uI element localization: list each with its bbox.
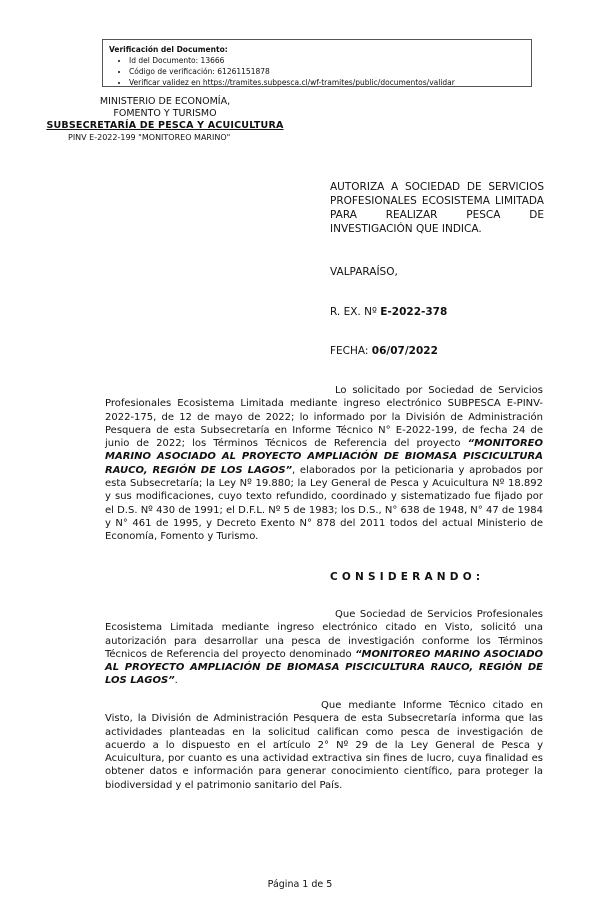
fecha-value: 06/07/2022 [371, 345, 438, 357]
considerando-paragraph-1 [105, 608, 543, 688]
ministry-header [35, 96, 295, 132]
rex-value: E-2022-378 [380, 306, 448, 318]
visto-text-start: Lo solicitado por Sociedad de Servicios Profesionales Ecosistema Limitada mediante ingreso electrónico SUBPESCA E-PINV-2022-175, de 12 de mayo de 2022; lo informado por la División de Administración Pesquera de esta Subsecretaría en Informe Técnico N° E-2022-199, de fecha 24 de junio de 2022; los Términos Técnicos de Referencia del proyecto [105, 385, 543, 450]
verification-url[interactable]: • Verificar validez en https://tramites.subpesca.cl/wf-tramites/public/documentos/validar [129, 77, 525, 87]
verification-list [109, 55, 525, 87]
visto-text-end: , elaborados por la peticionaria y aprobados por esta Subsecretaría; la Ley Nº 19.880; la Ley General de Pesca y Acuicultura Nº 18.892 y sus modificaciones, cuyo texto refundido, coordinado y sistematizado fue fijado por el D.S. Nº 430 de 1991; el D.F.L. Nº 5 de 1983; los D.S., N° 638 de 1948, N° 47 de 1984 y N° 461 de 1995, y Decreto Exento N° 878 del 2011 todos del actual Ministerio de Economía, Fomento y Turismo. [105, 464, 543, 543]
ministry-line-2: FOMENTO Y TURISMO [113, 108, 217, 119]
visto-project-name: “MONITOREO MARINO ASOCIADO AL PROYECTO AMPLIACIÓN DE BIOMASA PISCICULTURA RAUCO, REGIÓN DE LOS LAGOS” [105, 438, 543, 476]
visto-paragraph [105, 384, 543, 544]
resolution-title: AUTORIZA A SOCIEDAD DE SERVICIOS PROFESIONALES ECOSISTEMA LIMITADA PARA REALIZAR PESCA DE INVESTIGACIÓN QUE INDICA. [330, 181, 544, 235]
resolution-date [330, 345, 438, 357]
verification-box [102, 39, 532, 87]
verification-title: Verificación del Documento: [109, 45, 228, 54]
pinv-reference: PINV E-2022-199 "MONITOREO MARINO" [68, 133, 231, 142]
considerando-paragraph-2 [105, 699, 543, 792]
ministry-line-1: MINISTERIO DE ECONOMÍA, [99, 96, 231, 107]
resolution-number [330, 306, 447, 318]
document-id: • Id del Documento: 13666 [129, 55, 525, 66]
fecha-label: FECHA: [330, 345, 372, 357]
considerando-1-text-end: . [174, 675, 178, 687]
place: VALPARAÍSO, [330, 266, 398, 278]
considerando-1-project-name: “MONITOREO MARINO ASOCIADO AL PROYECTO AMPLIACIÓN DE BIOMASA PISCICULTURA RAUCO, REGIÓN DE LOS LAGOS” [105, 648, 543, 687]
page-number: Página 1 de 5 [267, 879, 333, 890]
subsecretaria-name: SUBSECRETARÍA DE PESCA Y ACUICULTURA [46, 120, 284, 131]
considerando-heading: CONSIDERANDO: [330, 571, 485, 583]
rex-label: R. EX. Nº [330, 306, 381, 318]
verification-code: • Código de verificación: 61261151878 [129, 66, 525, 77]
considerando-2-text: Que mediante Informe Técnico citado en Visto, la División de Administración Pesquera de esta Subsecretaría informa que las actividades planteadas en la solicitud califican como pesca de investigación de acuerdo a lo dispuesto en el artículo 2° Nº 29 de la Ley General de Pesca y Acuicultura, por cuanto es una actividad extractiva sin fines de lucro, cuya finalidad es obtener datos e información para generar conocimiento científico, para proteger la biodiversidad y el patrimonio sanitario del País. [105, 700, 543, 791]
considerando-1-text-start: Que Sociedad de Servicios Profesionales Ecosistema Limitada mediante ingreso electrónico citado en Visto, solicitó una autorización para desarrollar una pesca de investigación conforme los Términos Técnicos de Referencia del proyecto denominado [105, 609, 543, 660]
